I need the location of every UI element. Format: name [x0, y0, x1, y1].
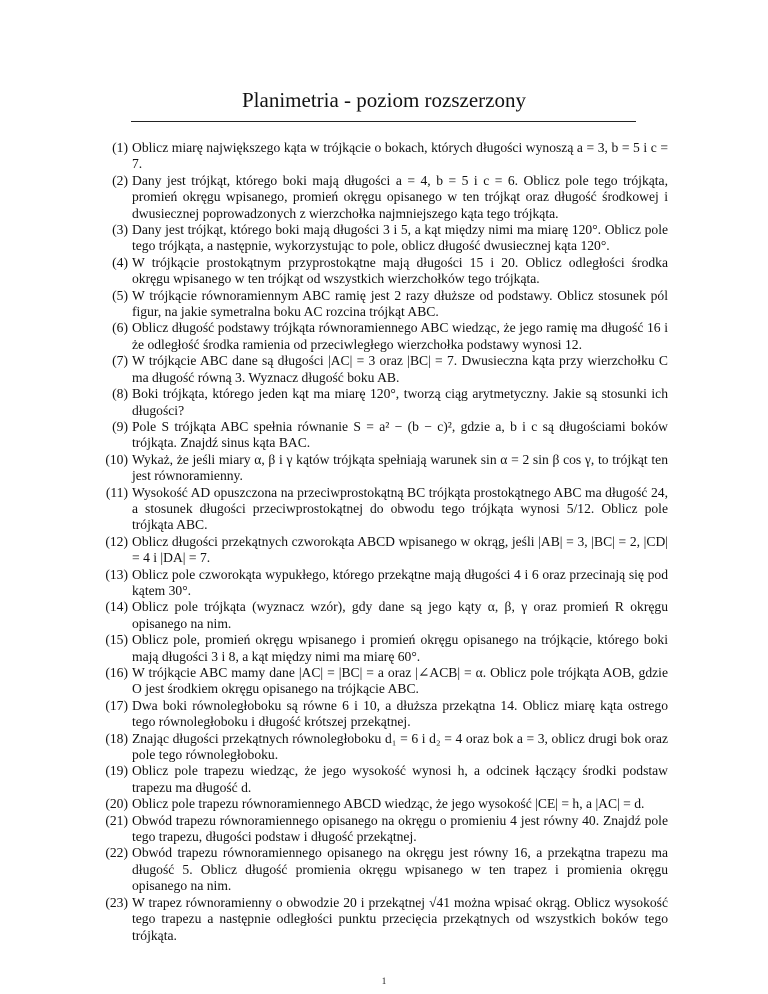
- problem-item: [100, 813, 668, 846]
- problem-text: W trójkącie równoramiennym ABC ramię jest 2 razy dłuższe od podstawy. Oblicz stosunek pól figur, na jakie symetralna boku AC rozcina trójkąt ABC.: [132, 287, 668, 320]
- problem-number: (21): [105, 812, 128, 828]
- problem-text: W trójkącie prostokątnym przyprostokątne mają długości 15 i 20. Oblicz odległości środka okręgu wpisanego w ten trójkąt od wszystkich wierzchołków tego trójkąta.: [132, 254, 668, 287]
- problem-number: (16): [105, 665, 128, 680]
- problem-text: Oblicz długość podstawy trójkąta równoramiennego ABC wiedząc, że jego ramię ma długość 16 i że odległość środka ramienia od przeciwległego wierzchołka podstawy wynosi 12.: [132, 320, 668, 352]
- problem-text: Wykaż, że jeśli miary α, β i γ kątów trójkąta spełniają warunek sin α = 2 sin β cos γ, to trójkąt ten jest równoramienny.: [132, 451, 668, 484]
- problem-text: Obwód trapezu równoramiennego opisanego na okręgu o promieniu 4 jest równy 40. Znajdź pole tego trapezu, długości podstaw i długość przekątnej.: [132, 812, 668, 845]
- problem-text: Oblicz pole trapezu wiedząc, że jego wysokość wynosi h, a odcinek łączący środki podstaw trapezu ma długość d.: [132, 763, 668, 795]
- problem-text: Oblicz miarę największego kąta w trójkącie o bokach, których długości wynoszą a = 3, b = 5 i c = 7.: [132, 140, 668, 172]
- problem-number: (6): [112, 320, 128, 336]
- problem-item: [100, 698, 668, 731]
- problem-item: [100, 353, 668, 386]
- problem-number: (20): [105, 796, 128, 812]
- problem-item: [100, 419, 668, 452]
- problem-item: [100, 845, 668, 894]
- problem-number: (1): [112, 140, 128, 155]
- problem-text: W trójkącie ABC dane są długości |AC| = 3 oraz |BC| = 7. Dwusieczna kąta przy wierzchołku C ma długość równą 3. Wyznacz długość boku AB.: [132, 353, 668, 385]
- problem-item: [100, 534, 668, 567]
- problem-text: Boki trójkąta, którego jeden kąt ma miarę 120°, tworzą ciąg arytmetyczny. Jakie są stosunki ich długości?: [132, 386, 668, 418]
- problem-item: [100, 320, 668, 353]
- problem-number: (18): [105, 730, 128, 746]
- problem-text: Znając długości przekątnych równoległoboku d₁ = 6 i d₂ = 4 oraz bok a = 3, oblicz drugi bok oraz pole tego równoległoboku.: [132, 730, 668, 763]
- problem-text: Oblicz pole, promień okręgu wpisanego i promień okręgu opisanego na trójkącie, którego boki mają długości 3 i 8, a kąt między nimi ma miarę 60°.: [132, 632, 668, 664]
- problem-number: (4): [112, 254, 128, 270]
- problem-number: (11): [105, 484, 128, 500]
- problem-item: [100, 386, 668, 419]
- problem-number: (23): [105, 894, 128, 910]
- problem-text: Oblicz pole trójkąta (wyznacz wzór), gdy dane są jego kąty α, β, γ oraz promień R okręgu opisanego na nim.: [132, 599, 668, 631]
- problem-number: (22): [105, 845, 128, 861]
- problem-item: [100, 731, 668, 764]
- problem-number: (7): [112, 353, 128, 369]
- problem-item: [100, 796, 668, 812]
- problem-text: Oblicz pole trapezu równoramiennego ABCD wiedząc, że jego wysokość |CE| = h, a |AC| = d.: [132, 796, 645, 812]
- problem-number: (2): [112, 172, 128, 188]
- problem-number: (17): [105, 697, 128, 713]
- problem-text: Oblicz długości przekątnych czworokąta ABCD wpisanego w okrąg, jeśli |AB| = 3, |BC| = 2, |CD| = 4 i |DA| = 7.: [132, 533, 668, 566]
- problem-item: [100, 288, 668, 321]
- problem-item: [100, 763, 668, 796]
- problem-item: [100, 895, 668, 944]
- problem-number: (8): [112, 386, 128, 402]
- problem-item: [100, 485, 668, 534]
- problem-number: (14): [105, 599, 128, 615]
- problem-number: (3): [112, 222, 128, 238]
- problem-number: (5): [112, 287, 128, 303]
- problem-text: Oblicz pole czworokąta wypukłego, którego przekątne mają długości 4 i 6 oraz przecinają się pod kątem 30°.: [132, 566, 668, 598]
- problem-text: Obwód trapezu równoramiennego opisanego na okręgu jest równy 16, a przekątna trapezu ma długość 5. Oblicz długość promienia okręgu wpisanego w ten trapez i promienia okręgu opisanego na nim.: [132, 845, 668, 894]
- page-title: Planimetria - poziom rozszerzony: [242, 88, 526, 112]
- problem-list: [100, 140, 668, 944]
- problem-item: [100, 140, 668, 173]
- problem-item: [100, 173, 668, 222]
- problem-number: (10): [105, 451, 128, 467]
- problem-text: Dany jest trójkąt, którego boki mają długości a = 4, b = 5 i c = 6. Oblicz pole tego trójkąta, promień okręgu wpisanego, promień okręgu opisanego w ten trójkąt oraz długość środkowej i dwusiecznej poprowadzonych z wierzchołka najmniejszego kąta tego trójkąta.: [132, 172, 668, 221]
- page-number: 1: [381, 976, 387, 986]
- problem-item: [100, 452, 668, 485]
- problem-item: [100, 632, 668, 665]
- problem-number: (12): [105, 533, 128, 549]
- problem-text: W trapez równoramienny o obwodzie 20 i przekątnej √41 można wpisać okrąg. Oblicz wysokość tego trapezu a następnie odległości punktu przecięcia przekątnych od wszystkich boków tego trójkąta.: [132, 894, 668, 943]
- problem-number: (9): [112, 418, 128, 434]
- problem-text: Pole S trójkąta ABC spełnia równanie S = a² − (b − c)², gdzie a, b i c są długościami boków trójkąta. Znajdź sinus kąta BAC.: [132, 418, 668, 451]
- problem-text: Wysokość AD opuszczona na przeciwprostokątną BC trójkąta prostokątnego ABC ma długość 24, a stosunek długości przeciwprostokątnej do obwodu tego trójkąta wynosi 5/12. Oblicz pole trójkąta ABC.: [132, 484, 668, 533]
- problem-number: (15): [105, 632, 128, 648]
- problem-text: W trójkącie ABC mamy dane |AC| = |BC| = a oraz |∠ACB| = α. Oblicz pole trójkąta AOB, gdzie O jest środkiem okręgu opisanego na trójkącie ABC.: [132, 665, 668, 697]
- problem-text: Dany jest trójkąt, którego boki mają długości 3 i 5, a kąt między nimi ma miarę 120°. Oblicz pole tego trójkąta, a następnie, wykorzystując to pole, oblicz długość dwusiecznej kąta 120°.: [132, 222, 668, 254]
- problem-item: [100, 222, 668, 255]
- problem-text: Dwa boki równoległoboku są równe 6 i 10, a dłuższa przekątna 14. Oblicz miarę kąta ostrego tego równoległoboku i długość krótszej przekątnej.: [132, 697, 668, 730]
- problem-item: [100, 255, 668, 288]
- problem-item: [100, 567, 668, 600]
- problem-number: (19): [105, 763, 128, 779]
- problem-item: [100, 599, 668, 632]
- title-divider: [131, 121, 636, 122]
- problem-item: [100, 665, 668, 698]
- problem-number: (13): [105, 566, 128, 582]
